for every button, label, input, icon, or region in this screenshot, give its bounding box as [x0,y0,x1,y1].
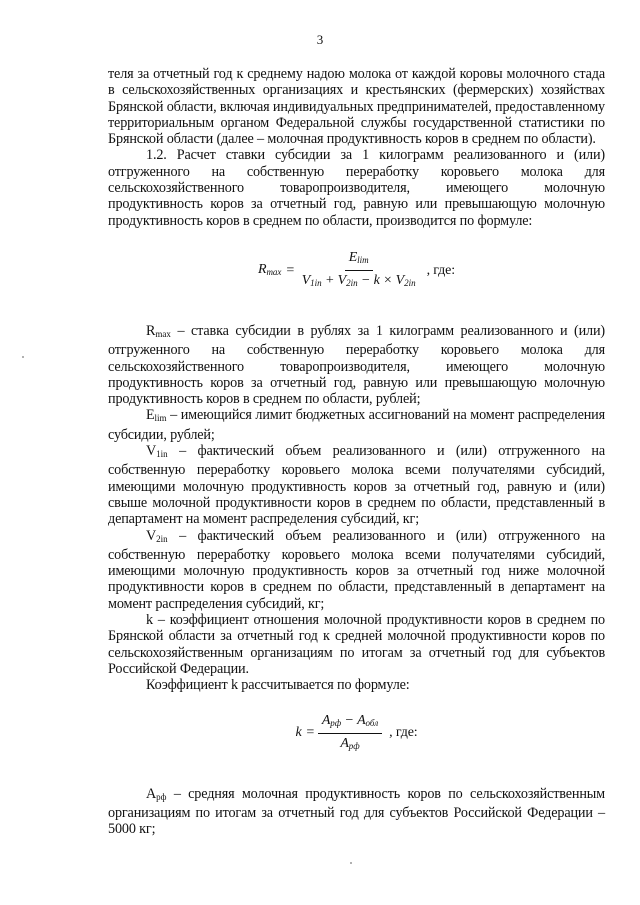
formula-rmax-lhs: $R_{max}$ [258,261,282,277]
document-body [108,66,605,837]
formula-k-numerator: $A_{рф} - A_{обл}$ [318,713,382,734]
formula-k-tail: , где: [389,725,418,741]
formula-k-denominator: $A_{рф}$ [340,736,360,751]
definition-k: k – коэффициент отношения молочной продуктивности коров в среднем по Брянской области за отчетный год к средней молочной продуктивности коров по сельскохозяйственным организациям по итогам за отчетный год для субъектов Российской Федерации. [108,612,605,677]
page-number: 3 [316,32,324,47]
formula-rmax-fraction [298,250,420,292]
formula-k [108,706,605,762]
scan-speck [22,356,24,358]
formula-rmax-equals: = [285,262,295,278]
formula-rmax-denominator: $V_{1in} + V_{2in} - k \times V_{2in}$ [301,273,416,289]
definition-elim: $E_{lim}$ – имеющийся лимит бюджетных ассигнований на момент распределения субсидии, рублей; [108,407,605,443]
formula-rmax-numerator: $E_{lim}$ [345,250,373,271]
formula-k-equals: = [305,725,315,741]
paragraph-1-2: 1.2. Расчет ставки субсидии за 1 килограмм реализованного и (или) отгруженного на собственную переработку коровьего молока для сельскохозяйственного товаропроизводителя, имеющего молочную продуктивность коров за отчетный год, равную или превышающую молочную продуктивность коров в среднем по области, производится по формуле: [108,147,605,229]
definition-rmax: $R_{max}$ – ставка субсидии в рублях за 1 килограмм реализованного и (или) отгруженного на собственную переработку коровьего молока для сельскохозяйственного товаропроизводителя, имеющего молочную продуктивность коров за отчетный год, равную или превышающую молочную продуктивность коров в среднем по области, рублей; [108,322,605,408]
formula-rmax [108,241,605,301]
paragraph-k-formula-intro: Коэффициент k рассчитывается по формуле: [146,677,410,694]
scan-speck [350,862,352,864]
definition-arf: $А_{рф}$ – средняя молочная продуктивность коров по сельскохозяйственным организациям по итогам за отчетный год для субъектов Российской Федерации – 5000 кг; [108,785,605,838]
paragraph-continuation: теля за отчетный год к среднему надою молока от каждой коровы молочного стада в сельскохозяйственных организациях и крестьянских (фермерских) хозяйствах Брянской области, включая индивидуальных предпринимателей, предоставленному территориальным органом Федеральной службы государственной статистики по Брянской области (далее – молочная продуктивность коров в среднем по области). [108,66,605,148]
formula-rmax-tail: , где: [426,262,455,278]
definition-v2in: $V_{2in}$ – фактический объем реализованного и (или) отгруженного на собственную переработку коровьего молока всеми получателями субсидий, имеющими молочную продуктивность коров за отчетный год ниже молочной продуктивности коров в среднем по области, представленный в департамент на момент распределения субсидий, кг; [108,527,605,612]
formula-k-lhs: k [295,725,302,741]
formula-k-fraction [318,713,382,755]
definition-v1in: $V_{1in}$ – фактический объем реализованного и (или) отгруженного на собственную переработку коровьего молока всеми получателями субсидий, имеющими молочную продуктивность коров за отчетный год, равную и (или) свыше молочной продуктивности коров в среднем по области, представленный в департамент на момент распределения субсидий, кг; [108,443,605,528]
